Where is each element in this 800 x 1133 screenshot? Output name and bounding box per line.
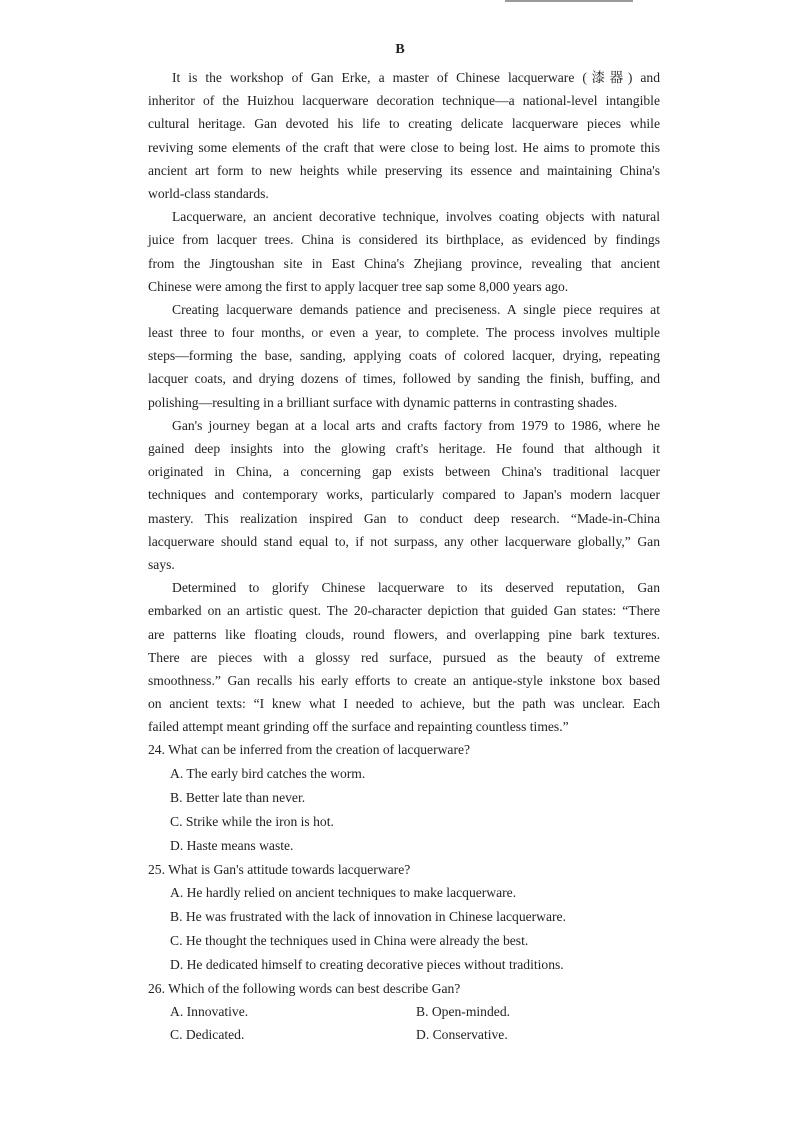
paragraph — [148, 576, 660, 738]
answer-option: A. He hardly relied on ancient techniques to make lacquerware. — [170, 884, 517, 900]
paragraph — [148, 414, 660, 576]
question-stem: 26. Which of the following words can best describe Gan? — [148, 980, 461, 996]
section-label: B — [395, 42, 405, 57]
paragraph-line: world-class standards. — [148, 185, 269, 201]
paragraph-line: steps—forming the base, sanding, applying coats of colored lacquer, drying, repeating — [148, 348, 660, 364]
paragraph — [148, 66, 660, 205]
paragraph-line: Lacquerware, an ancient decorative technique, involves coating objects with natural — [172, 209, 660, 225]
paragraph-line: on ancient texts: “I knew what I needed to achieve, but the path was unclear. Each — [148, 696, 660, 712]
answer-option: A. Innovative. — [170, 1004, 249, 1019]
question-stem: 25. What is Gan's attitude towards lacquerware? — [148, 861, 411, 877]
answer-option: C. Strike while the iron is hot. — [170, 813, 334, 829]
answer-option: D. Conservative. — [416, 1027, 508, 1043]
option-row — [148, 1000, 660, 1023]
reading-passage — [148, 66, 660, 1046]
answer-option: C. He thought the techniques used in China were already the best. — [170, 932, 529, 948]
question-block — [148, 738, 660, 857]
paragraph-line: inheritor of the Huizhou lacquerware decoration technique—a national-level intangible — [148, 93, 660, 109]
question-stem: 24. What can be inferred from the creation of lacquerware? — [148, 742, 471, 758]
paragraph-line: mastery. This realization inspired Gan to conduct deep research. “Made-in-China — [148, 510, 660, 526]
answer-option: A. The early bird catches the worm. — [170, 765, 366, 781]
question-block — [148, 858, 660, 977]
paragraph-line: failed attempt meant grinding off the surface and repainting countless times.” — [148, 719, 569, 735]
paragraph-line: originated in China, a concerning gap exists between China's traditional lacquer — [148, 464, 660, 480]
paragraph-line: lacquerware should stand equal to, if not surpass, any other lacquerware globally,” Gan — [148, 533, 660, 549]
paragraph-line: smoothness.” Gan recalls his early efforts to create an antique-style inkstone box based — [148, 672, 660, 688]
paragraph-line: Determined to glorify Chinese lacquerware to its deserved reputation, Gan — [172, 580, 660, 596]
paragraph-line: embarked on an artistic quest. The 20-character depiction that guided Gan states: “There — [148, 603, 660, 619]
paragraph-line: from the Jingtoushan site in East China's Zhejiang province, revealing that ancient — [148, 255, 660, 271]
answer-option: B. Better late than never. — [170, 789, 306, 805]
paragraph-line: lacquer coats, and drying dozens of times, followed by sanding the finish, buffing, and — [148, 371, 660, 387]
paragraph — [148, 298, 660, 414]
paragraph-line: polishing—resulting in a brilliant surface with dynamic patterns in contrasting shades. — [148, 394, 618, 410]
paragraph-line: juice from lacquer trees. China is considered its birthplace, as evidenced by findings — [148, 232, 660, 248]
paragraph-line: ancient art form to new heights while preserving its essence and maintaining China's — [148, 162, 660, 178]
paragraph-line: techniques and contemporary works, particularly compared to Japan's modern lacquer — [148, 487, 660, 503]
paragraph-line: says. — [148, 556, 175, 572]
scan-edge-mark — [505, 0, 633, 2]
paragraph-line: cultural heritage. Gan devoted his life to creating delicate lacquerware pieces while — [148, 116, 660, 132]
paragraph-line: There are pieces with a glossy red surface, pursued as the beauty of extreme — [148, 649, 660, 665]
paragraph-line: Gan's journey began at a local arts and crafts factory from 1979 to 1986, where he — [172, 417, 660, 433]
answer-option: D. Haste means waste. — [170, 837, 294, 853]
paragraph-line: Creating lacquerware demands patience and preciseness. A single piece requires at — [172, 301, 660, 317]
paragraph-line: It is the workshop of Gan Erke, a master of Chinese lacquerware (漆器) and — [172, 70, 660, 85]
paragraph-line: least three to four months, or even a year, to complete. The process involves multiple — [148, 325, 660, 341]
paragraph-line: reviving some elements of the craft that were close to being lost. He aims to promote this — [148, 139, 660, 155]
paragraph-line: Chinese were among the first to apply lacquer tree sap some 8,000 years ago. — [148, 278, 569, 294]
answer-option: D. He dedicated himself to creating decorative pieces without traditions. — [170, 956, 564, 972]
paragraph-line: are patterns like floating clouds, round flowers, and overlapping pine bark textures. — [148, 626, 660, 642]
paragraph-line: gained deep insights into the glowing craft's heritage. He found that although it — [148, 441, 660, 456]
answer-option: B. He was frustrated with the lack of innovation in Chinese lacquerware. — [170, 908, 566, 924]
paragraph — [148, 205, 660, 298]
question-block — [148, 977, 660, 1047]
answer-option: C. Dedicated. — [170, 1027, 245, 1043]
answer-option: B. Open-minded. — [416, 1004, 511, 1019]
option-row — [148, 1023, 660, 1046]
